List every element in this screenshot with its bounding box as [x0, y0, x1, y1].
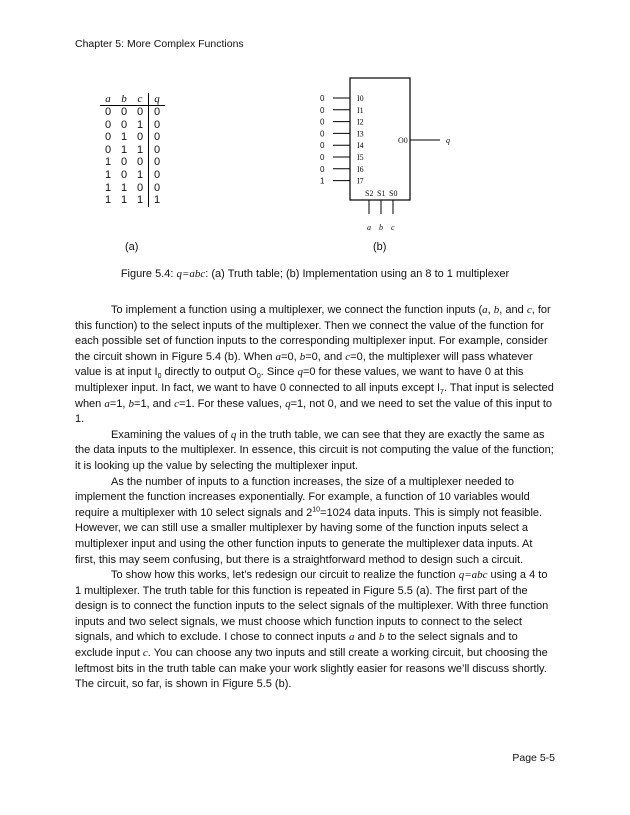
subfigure-label-a: (a): [125, 241, 139, 253]
mux-input-label: I4: [357, 141, 364, 151]
paragraph-3: As the number of inputs to a function increases, the size of a multiplexer needed to implement the function increases exponentially. For example, a function of 10 variables would require a multiplexer with 10 select signals and $2^{10}=1024$ data inputs. This is simply not feasible. However, we can still use a smaller multiplexer by having some of the function inputs select a multiplexer input and using the other function inputs to generate the multiplexer data inputs. At first, this may seem confusing, but there is a straightforward method to design such a circuit.: [75, 475, 543, 566]
mux-input-label: I6: [357, 164, 364, 174]
input-value: 0: [320, 94, 325, 103]
input-value: 0: [320, 129, 325, 139]
truth-table-cell: 0: [149, 106, 166, 119]
truth-table-cell: 0: [104, 106, 112, 118]
truth-table-cell: 1: [104, 156, 112, 169]
truth-table-cell: 1: [136, 194, 144, 207]
truth-table-cell: 0: [149, 169, 166, 182]
truth-table-cell: 0: [136, 156, 144, 169]
truth-table-cell: 1: [120, 181, 128, 194]
mux-input-label: I2: [357, 117, 364, 127]
mux-input-label: I3: [357, 129, 364, 139]
select-signal: c: [391, 223, 395, 232]
truth-table-cell: 0: [149, 182, 166, 195]
truth-table-cell: 0: [120, 118, 128, 131]
mux-input-label: I5: [357, 153, 364, 162]
select-signal: b: [379, 223, 383, 232]
truth-table-cell: 0: [149, 144, 166, 157]
mux-input-label: I0: [357, 94, 364, 103]
truth-table-cell: 1: [136, 118, 144, 131]
mux-output-label: O0: [398, 136, 408, 145]
truth-table-cell: 1: [136, 143, 144, 156]
paragraph-1: To implement a function using a multiplexer, we connect the function inputs (a, b, and c, for this function) to the select inputs of the multiplexer. Then we connect the value of the function for each possible set of function inputs to the corresponding multiplexer input. For example, consider the circuit shown in Figure 5.4 (b). When a=0, b=0, and c=0, the multiplexer will pass whatever value is at input $I_0$ directly to output $O_0$. Since q=0 for these values, we want to have 0 at this multiplexer input. In fact, we want to have 0 connected to all inputs except $I_7$. That input is selected when a=1, b=1, and c=1. For these values, q=1, not 0, and we need to set the value of this input to 1.: [75, 304, 554, 426]
header-b: b: [116, 93, 132, 106]
header-a: a: [100, 93, 116, 106]
truth-table-cell: 0: [136, 106, 144, 118]
truth-table-cell: 1: [120, 194, 128, 207]
input-value: 0: [320, 164, 325, 174]
truth-table-cell: 1: [136, 168, 144, 181]
body-text: [75, 303, 555, 693]
subfigure-label-b: (b): [373, 241, 387, 253]
mux-input-label: I7: [357, 176, 364, 186]
truth-table-cell: 1: [104, 181, 112, 194]
truth-table-cell: 0: [136, 131, 144, 144]
paragraph-4: To show how this works, let’s redesign our circuit to realize the function q=abc using a 4 to 1 multiplexer. The truth table for this function is repeated in Figure 5.5 (a). The first part of the design is to connect the function inputs to the select signals of the multiplexer. With three function inputs and two select signals, we must choose which function inputs to connect to the select signals, and which to exclude. I chose to connect inputs a and b to the select signals and to exclude input c. You can choose any two inputs and still create a working circuit, but choosing the leftmost bits in the truth table can make your work slightly easier for reasons we’ll discuss shortly. The circuit, so far, is shown in Figure 5.5 (b).: [75, 569, 549, 691]
header-q: q: [149, 93, 166, 106]
header-c: c: [132, 93, 149, 106]
page-header: Chapter 5: More Complex Functions: [75, 38, 244, 50]
truth-table-cell: 0: [104, 118, 112, 131]
truth-table-cell: 0: [104, 143, 112, 156]
truth-table-cell: 0: [136, 181, 144, 194]
page-footer: Page 5-5: [512, 752, 555, 764]
figure-caption: Figure 5.4: q=abc: (a) Truth table; (b) Implementation using an 8 to 1 multiplexer: [120, 268, 510, 280]
paragraph-2: Examining the values of q in the truth table, we can see that they are exactly the same as the data inputs to the multiplexer. In essence, this circuit is not computing the value of the function; it is looking up the value by selecting the multiplexer input.: [75, 428, 554, 472]
mux-input-label: I1: [357, 105, 364, 115]
truth-table-cell: 1: [120, 131, 128, 144]
truth-table-cell: 0: [120, 156, 128, 169]
truth-table-cell: 1: [104, 168, 112, 181]
multiplexer-diagram: [0, 0, 630, 260]
truth-table-cell: 1: [120, 143, 128, 156]
input-value: 0: [320, 153, 325, 162]
truth-table-cell: 0: [104, 131, 112, 144]
mux-select-label: S1: [377, 189, 386, 198]
truth-table-cell: 0: [149, 119, 166, 132]
select-signal: a: [367, 223, 371, 232]
truth-table-cell: 0: [120, 106, 128, 118]
input-value: 1: [320, 176, 325, 186]
truth-table-cell: 1: [104, 194, 112, 207]
input-value: 0: [320, 141, 325, 151]
truth-table-cell: 0: [149, 156, 166, 169]
truth-table-cell: 0: [149, 131, 166, 144]
input-value: 0: [320, 117, 325, 127]
mux-select-label: S2: [365, 189, 374, 198]
truth-table-cell: 1: [149, 194, 166, 207]
truth-table-cell: 0: [120, 168, 128, 181]
mux-select-label: S0: [389, 189, 398, 198]
output-signal-q: q: [446, 136, 450, 145]
input-value: 0: [320, 105, 325, 115]
